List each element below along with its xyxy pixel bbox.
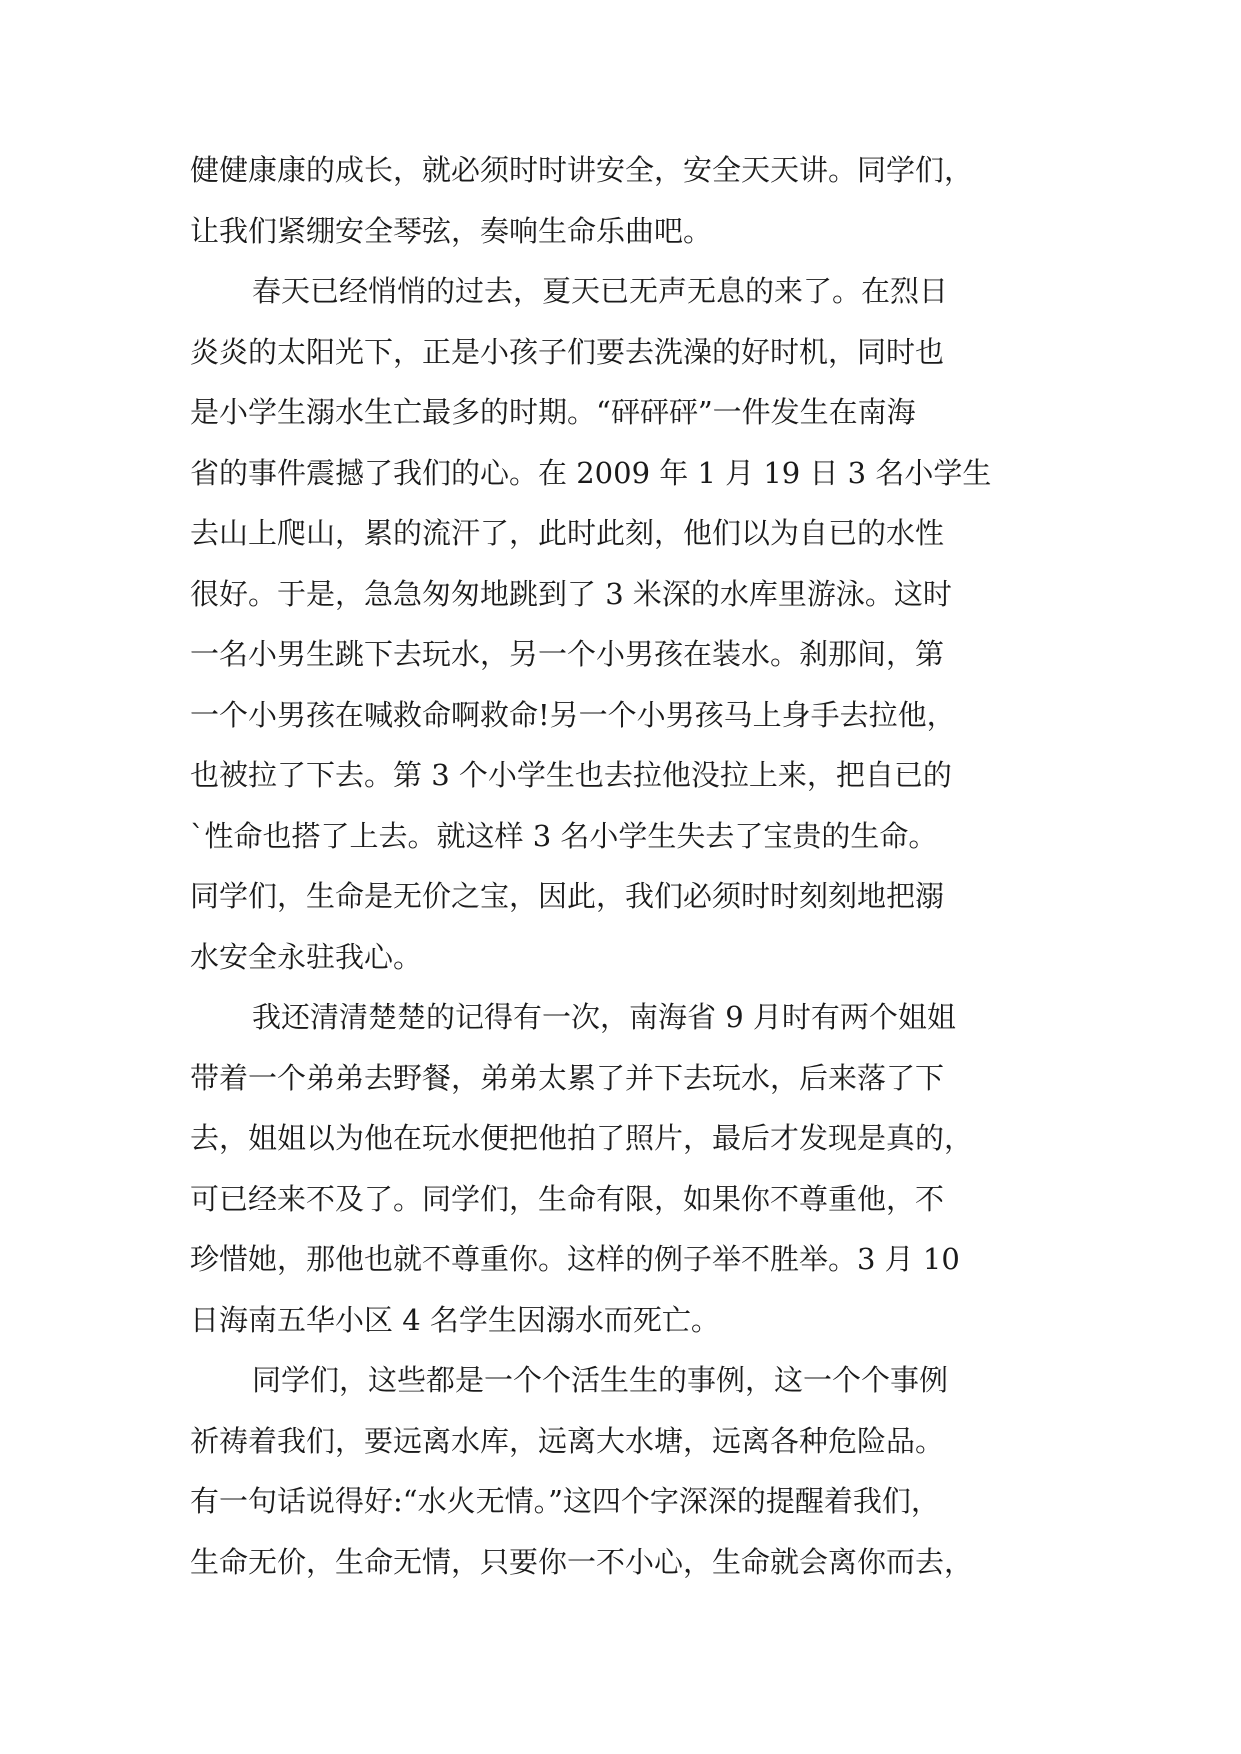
text-line: 日海南五华小区 4 名学生因溺水而死亡。: [190, 1302, 720, 1337]
document-body: [190, 148, 1060, 1600]
text-line: 是小学生溺水生亡最多的时期。“砰砰砰”一件发生在南海: [190, 395, 916, 429]
paragraph-first-line: 春天已经悄悄的过去，夏天已无声无息的来了。在烈日: [252, 274, 949, 308]
text-line: 水安全永驻我心。: [190, 939, 423, 974]
text-line: 同学们，生命是无价之宝，因此，我们必须时时刻刻地把溺: [190, 879, 945, 913]
text-line: 一个小男孩在喊救命啊救命!另一个小男孩马上身手去拉他，: [190, 697, 956, 732]
text-line: 带着一个弟弟去野餐，弟弟太累了并下去玩水，后来落了下: [190, 1060, 945, 1095]
text-line: 一名小男生跳下去玩水，另一个小男孩在装水。刹那间，第: [190, 637, 945, 671]
text-line: 炎炎的太阳光下，正是小孩子们要去洗澡的好时机，同时也: [190, 334, 945, 369]
text-line: `性命也搭了上去。就这样 3 名小学生失去了宝贵的生命。: [190, 818, 938, 853]
text-line: 可已经来不及了。同学们，生命有限，如果你不尊重他，不: [190, 1181, 945, 1216]
text-line: 让我们紧绷安全琴弦，奏响生命乐曲吧。: [190, 213, 713, 248]
text-line: 健健康康的成长，就必须时时讲安全，安全天天讲。同学们，: [190, 153, 974, 187]
text-line: 省的事件震撼了我们的心。在 2009 年 1 月 19 日 3 名小学生: [190, 455, 992, 490]
text-line: 有一句话说得好:“水火无情。”这四个字深深的提醒着我们，: [190, 1484, 940, 1518]
text-line: 也被拉了下去。第 3 个小学生也去拉他没拉上来，把自已的: [190, 758, 952, 792]
text-line: 生命无价，生命无情，只要你一不小心，生命就会离你而去，: [190, 1544, 974, 1579]
text-line: 珍惜她，那他也就不尊重你。这样的例子举不胜举。3 月 10: [190, 1242, 960, 1276]
text-line: 祈祷着我们，要远离水库，远离大水塘，远离各种危险品。: [190, 1423, 945, 1458]
text-line: 很好。于是，急急匆匆地跳到了 3 米深的水库里游泳。这时: [190, 576, 952, 611]
text-line: 去山上爬山，累的流汗了，此时此刻，他们以为自已的水性: [190, 516, 945, 550]
paragraph-first-line: 同学们，这些都是一个个活生生的事例，这一个个事例: [252, 1363, 949, 1397]
paragraph-first-line: 我还清清楚楚的记得有一次，南海省 9 月时有两个姐姐: [252, 1000, 956, 1034]
text-line: 去，姐姐以为他在玩水便把他拍了照片，最后才发现是真的，: [190, 1121, 974, 1155]
